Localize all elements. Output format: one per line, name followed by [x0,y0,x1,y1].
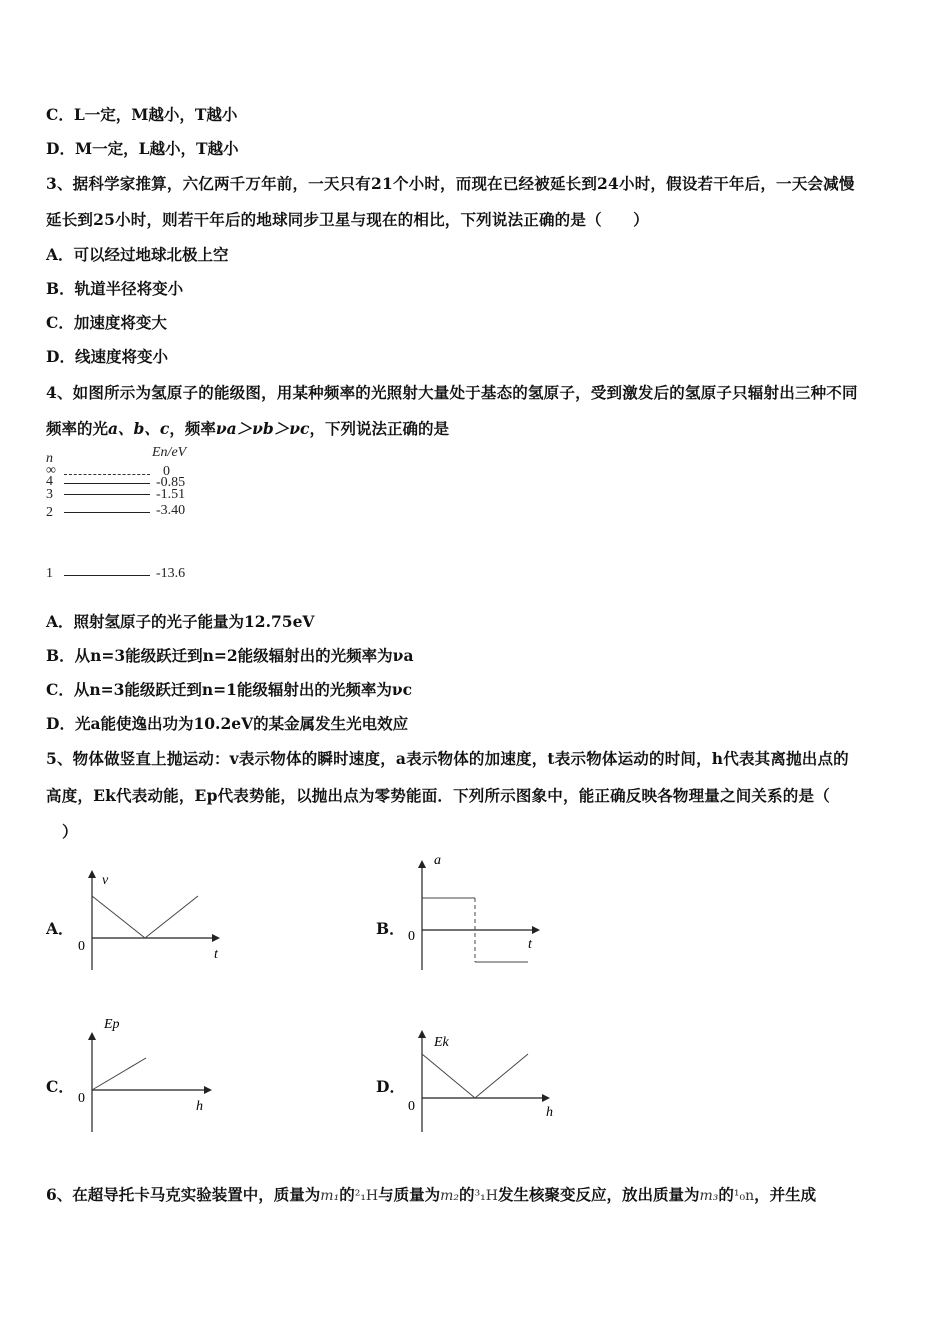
mass-m2: m₂ [440,1188,460,1204]
graph-d-x-arrow [542,1094,550,1102]
q4-option-d: D．光a能使逸出功为10.2eV的某金属发生光电效应 [46,714,409,733]
graph-d-option: D． [376,1077,405,1096]
graph-d-x-label: h [546,1105,553,1120]
question-5-line3: ） [62,822,78,841]
level-4-e: -0.85 [156,475,186,490]
level-2-n: 2 [46,505,53,520]
energy-axis-label: En/eV [152,445,187,460]
question-5-line2: 高度，Ek代表动能，Ep代表势能，以抛出点为零势能面．下列所示图象中，能正确反映各物理量之间关系的是（ [46,786,830,805]
graph-a-v-t [72,866,232,972]
mass-m3: m₃ [699,1188,719,1204]
graph-c-curve [92,1058,146,1090]
level-inf-line [64,474,150,475]
graph-a-curve [92,896,198,938]
question-4-line1: 4、如图所示为氢原子的能级图，用某种频率的光照射大量处于基态的氢原子，受到激发后的氢原子只辐射出三种不同 [46,383,858,402]
question-4-line2: 频率的光a、b、c，频率νa＞νb＞νc，下列说法正确的是 [46,419,449,438]
graph-a-y-label: v [102,873,109,888]
level-2-e: -3.40 [156,503,186,518]
q4-option-b: B．从n=3能级跃迁到n=2能级辐射出的光频率为νa [46,646,414,665]
graph-c-option: C． [46,1077,74,1096]
tritium-symbol: ³₁H [474,1188,498,1204]
graph-b-x-arrow [532,926,540,934]
deuterium-symbol: ²₁H [354,1188,379,1204]
level-1-line [64,575,150,576]
level-1-n: 1 [46,566,53,581]
level-inf-e: 0 [163,464,170,479]
q4-option-a: A．照射氢原子的光子能量为12.75eV [46,612,315,631]
question-6-line1: 6、在超导托卡马克实验装置中，质量为m₁的²₁H与质量为m₂的³₁H发生核聚变反应，放出质量为m₃的¹₀n，并生成 [46,1185,817,1204]
level-4-line [64,483,150,484]
n-axis-label: n [46,451,53,466]
graph-c-y-label: Ep [104,1017,120,1032]
graph-d-y-label: Ek [434,1035,449,1050]
graph-c-x-arrow [204,1086,212,1094]
q3-option-c: C．加速度将变大 [46,313,167,332]
graph-a-origin: 0 [78,939,85,954]
q3-option-d: D．线速度将变小 [46,347,168,366]
graph-a-x-label: t [214,947,218,962]
graph-b-option: B． [376,919,405,938]
graph-d-origin: 0 [408,1099,415,1114]
graph-b-y-label: a [434,853,441,868]
graph-d-curve [422,1054,528,1098]
graph-a-y-arrow [88,870,96,878]
level-3-line [64,494,150,495]
mass-m1: m₁ [320,1188,340,1204]
graph-c-x-label: h [196,1099,203,1114]
graph-c-origin: 0 [78,1091,85,1106]
graph-a-option: A． [46,919,74,938]
level-4-n: 4 [46,474,53,489]
q4-option-c: C．从n=3能级跃迁到n=1能级辐射出的光频率为νc [46,680,413,699]
graph-a-x-arrow [212,934,220,942]
graph-b-y-arrow [418,860,426,868]
graph-b-x-label: t [528,937,532,952]
graph-d-y-arrow [418,1030,426,1038]
question-3-line1: 3、据科学家推算，六亿两千万年前，一天只有21个小时，而现在已经被延长到24小时，假设若干年后，一天会减慢 [46,174,855,193]
neutron-symbol: ¹₀n [733,1188,755,1204]
option-d-prev: D．M一定，L越小，T越小 [46,139,239,158]
level-2-line [64,512,150,513]
graph-c-y-arrow [88,1032,96,1040]
level-inf-n: ∞ [46,463,56,478]
option-c-prev: C．L一定，M越小，T越小 [46,105,238,124]
q3-option-a: A．可以经过地球北极上空 [46,245,229,264]
graph-c-ep-h [72,1012,232,1134]
question-5-line1: 5、物体做竖直上抛运动：v表示物体的瞬时速度，a表示物体的加速度，t表示物体运动的时间，h代表其离抛出点的 [46,749,849,768]
level-3-n: 3 [46,487,53,502]
question-3-line2: 延长到25小时，则若干年后的地球同步卫星与现在的相比，下列说法正确的是（ ） [46,210,649,229]
graph-d-ek-h [402,1024,562,1134]
q3-option-b: B．轨道半径将变小 [46,279,184,298]
graph-b-origin: 0 [408,929,415,944]
level-1-e: -13.6 [156,566,186,581]
graph-b-a-t [402,848,562,972]
level-3-e: -1.51 [156,487,186,502]
